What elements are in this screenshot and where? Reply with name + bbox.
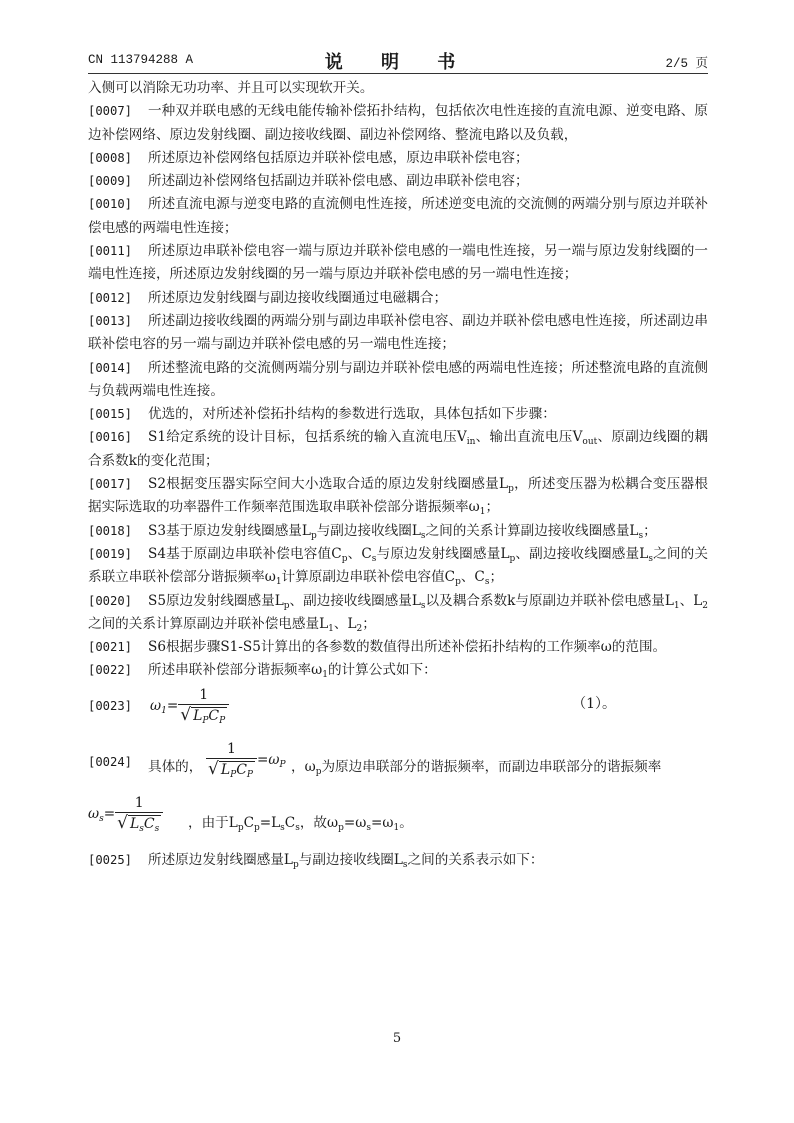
para-0024-lead: 具体的， — [148, 758, 203, 775]
paragraph-number: [0022] — [88, 663, 133, 678]
paragraph — [88, 357, 708, 404]
paragraph — [88, 426, 708, 473]
paragraph — [88, 100, 708, 147]
paragraph-number: [0009] — [88, 174, 133, 189]
paragraph-text: 所述整流电路的交流侧两端分别与副边并联补偿电感的两端电性连接；所述整流电路的直流侧与负载两端电性连接。 — [88, 359, 708, 399]
paragraph — [88, 147, 708, 170]
paragraph-number: [0008] — [88, 150, 133, 165]
paragraph-0024 — [88, 739, 708, 789]
paragraph — [88, 193, 708, 240]
paragraph-text: 所述原边发射线圈与副边接收线圈通过电磁耦合； — [148, 289, 448, 306]
paragraph — [88, 403, 708, 426]
equation-number: （1）。 — [572, 695, 616, 712]
equation-0023 — [88, 685, 708, 735]
paragraph-text: S2根据变压器实际空间大小选取合适的原边发射线圈感量$L_p$，所述变压器为松耦合变压器根据实际选取的功率器件工作频率范围选取串联补偿部分谐振频率$\omega_1$； — [88, 476, 708, 518]
paragraph-text: S3基于原边发射线圈感量$L_p$与副边接收线圈$L_s$之间的关系计算副边接收线圈感量$L_s$； — [148, 522, 657, 541]
paragraph-number: [0024] — [88, 754, 133, 769]
para-0024-text: ，$\omega_p$为原边串联部分的谐振频率，而副边串联部分的谐振频率 — [291, 758, 662, 777]
paragraph — [88, 543, 708, 590]
paragraph — [88, 659, 708, 682]
omega-s-formula: $\omega_s=$ $\frac{1}{√ L_sC_s}$ — [88, 795, 163, 834]
omega1-formula: $\omega_1=$ $\frac{1}{√ L_PC_P}$ — [150, 687, 229, 726]
paragraph-text: 优选的，对所述补偿拓扑结构的参数进行选取，具体包括如下步骤： — [148, 406, 556, 423]
document-title: 说 明 书 — [324, 52, 472, 73]
paragraph-text: 所述原边补偿网络包括原边并联补偿电感，原边串联补偿电容； — [148, 149, 529, 166]
paragraph-text: S1给定系统的设计目标，包括系统的输入直流电压$V_{in}$、输出直流电压$V_{out}$、原副边线圈的耦合系数k的变化范围； — [88, 429, 709, 469]
paragraph-list — [88, 77, 708, 683]
paragraph-number: [0013] — [88, 313, 133, 328]
paragraph-text: 所述原边发射线圈感量$L_p$与副边接收线圈$L_s$之间的关系表示如下： — [148, 851, 544, 870]
page-header — [88, 50, 708, 72]
page-indicator: 2/5 页 — [665, 57, 708, 71]
paragraph — [88, 170, 708, 193]
paragraph-text: 所述直流电源与逆变电路的直流侧电性连接，所述逆变电流的交流侧的两端分别与原边并联补偿电感的两端电性连接； — [88, 196, 708, 236]
omega-p-formula: $\frac{1}{√ L_PC_P}$ $=\omega_P$ — [208, 740, 286, 780]
paragraph-text: 一种双并联电感的无线电能传输补偿拓扑结构，包括依次电性连接的直流电源、逆变电路、原边补偿网络、原边发射线圈、副边接收线圈、副边补偿网络、整流电路以及负载， — [88, 103, 708, 143]
paragraph-0024-cont — [88, 793, 708, 845]
paragraph-number: [0012] — [88, 290, 133, 305]
para-0024-cont-text: ，由于$L_pC_p=L_sC_s$，故$\omega_p=\omega_s=\omega_1$。 — [188, 814, 413, 833]
paragraph — [88, 77, 708, 100]
paragraph-text: 所述副边补偿网络包括副边并联补偿电感、副边串联补偿电容； — [148, 173, 529, 190]
page-number: 5 — [392, 1031, 402, 1046]
paragraph-number: [0018] — [88, 523, 133, 538]
paragraph-number: [0007] — [88, 104, 133, 119]
paragraph-number: [0014] — [88, 360, 133, 375]
paragraph — [88, 636, 708, 659]
paragraph-text: 入侧可以消除无功功率、并且可以实现软开关。 — [88, 80, 374, 96]
paragraph — [88, 590, 708, 637]
paragraph — [88, 287, 708, 310]
header-rule — [88, 73, 708, 74]
paragraph-number: [0019] — [88, 546, 133, 561]
paragraph-number: [0011] — [88, 244, 133, 259]
paragraph-number: [0025] — [88, 852, 133, 867]
paragraph-number: [0021] — [88, 640, 133, 655]
paragraph-number: [0023] — [88, 698, 133, 713]
paragraph — [88, 310, 708, 357]
paragraph-text: S5原边发射线圈感量$L_p$、副边接收线圈感量$L_s$以及耦合系数k与原副边并联补偿电感量$L_1$、$L_2$之间的关系计算原副边并联补偿电感量$L_1$、$L_2$； — [88, 592, 708, 634]
document-body — [88, 77, 708, 872]
paragraph-text: S4基于原副边串联补偿电容值$C_p$、$C_s$与原边发射线圈感量$L_p$、副边接收线圈感量$L_s$之间的关系联立串联补偿部分谐振频率$\omega_1$计算原副边串联补偿电容值$C_p$、$C_s$； — [88, 545, 708, 588]
paragraph-0025 — [88, 849, 708, 872]
paragraph — [88, 473, 708, 520]
paragraph-text: 所述副边接收线圈的两端分别与副边串联补偿电容、副边并联补偿电感电性连接，所述副边串联补偿电容的另一端与副边并联补偿电感的另一端电性连接； — [88, 312, 708, 353]
paragraph-number: [0010] — [88, 197, 133, 212]
paragraph-number: [0015] — [88, 407, 133, 422]
paragraph-text: 所述原边串联补偿电容一端与原边并联补偿电感的一端电性连接，另一端与原边发射线圈的一端电性连接，所述原边发射线圈的另一端与原边并联补偿电感的另一端电性连接； — [88, 243, 708, 283]
paragraph — [88, 520, 708, 543]
paragraph-number: [0020] — [88, 593, 133, 608]
paragraph-number: [0017] — [88, 477, 133, 492]
paragraph-text: 所述串联补偿部分谐振频率$\omega_1$的计算公式如下： — [148, 662, 437, 681]
publication-number: CN 113794288 A — [88, 53, 194, 67]
paragraph — [88, 240, 708, 287]
paragraph-text: S6根据步骤S1-S5计算出的各参数的数值得出所述补偿拓扑结构的工作频率ω的范围。 — [148, 639, 667, 656]
paragraph-number: [0016] — [88, 430, 133, 445]
